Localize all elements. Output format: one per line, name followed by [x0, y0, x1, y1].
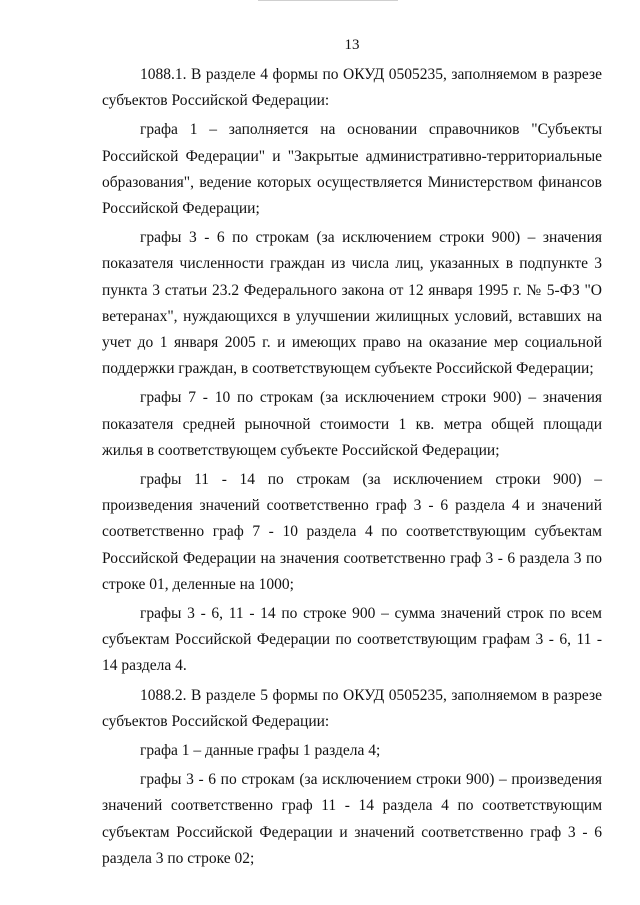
paragraph-section5-column-1: графа 1 – данные графы 1 раздела 4;	[140, 742, 381, 760]
paragraph-columns-3-6: графы 3 - 6 по строкам (за исключением строки 900) – значения показателя численности граждан из числа лиц, указанных в подпункте 3 пункта 3 статьи 23.2 Федерального закона от 12 января 1995 г. № 5-ФЗ "О ветеранах", нуждающихся в улучшении жилищных условий, вставших на учет до 1 января 2005 г. и имеющих право на оказание мер социальной поддержки граждан, в соответствующем субъекте Российской Федерации;	[102, 229, 602, 378]
paragraph-1088-1-intro: 1088.1. В разделе 4 формы по ОКУД 0505235, заполняемом в разрезе субъектов Российской Федерации:	[102, 66, 602, 110]
top-edge-rule	[258, 0, 398, 1]
page-number: 13	[344, 37, 360, 53]
paragraph-1088-2-intro: 1088.2. В разделе 5 формы по ОКУД 0505235, заполняемом в разрезе субъектов Российской Федерации:	[102, 686, 602, 730]
paragraph-columns-11-14: графы 11 - 14 по строкам (за исключением строки 900) – произведения значений соответственно граф 3 - 6 раздела 4 и значений соответственно граф 7 - 10 раздела 4 по соответствующим субъектам Российской Федерации на значения соответственно граф 3 - 6 раздела 3 по строке 01, деленные на 1000;	[102, 471, 602, 593]
paragraph-row-900: графы 3 - 6, 11 - 14 по строке 900 – сумма значений строк по всем субъектам Российской Федерации по соответствующим графам 3 - 6, 11 - 14 раздела 4.	[102, 605, 602, 675]
paragraph-column-1: графа 1 – заполняется на основании справочников "Субъекты Российской Федерации" и "Закрытые административно-территориальные образования", ведение которых осуществляется Министерством финансов Российской Федерации;	[102, 121, 602, 218]
paragraph-section5-columns-3-6: графы 3 - 6 по строкам (за исключением строки 900) – произведения значений соответственно граф 11 - 14 раздела 4 по соответствующим субъектам Российской Федерации и значений соответственно граф 3 - 6 раздела 3 по строке 02;	[102, 771, 602, 867]
document-body	[102, 62, 602, 875]
paragraph-columns-7-10: графы 7 - 10 по строкам (за исключением строки 900) – значения показателя средней рыночной стоимости 1 кв. метра общей площади жилья в соответствующем субъекте Российской Федерации;	[102, 389, 602, 459]
